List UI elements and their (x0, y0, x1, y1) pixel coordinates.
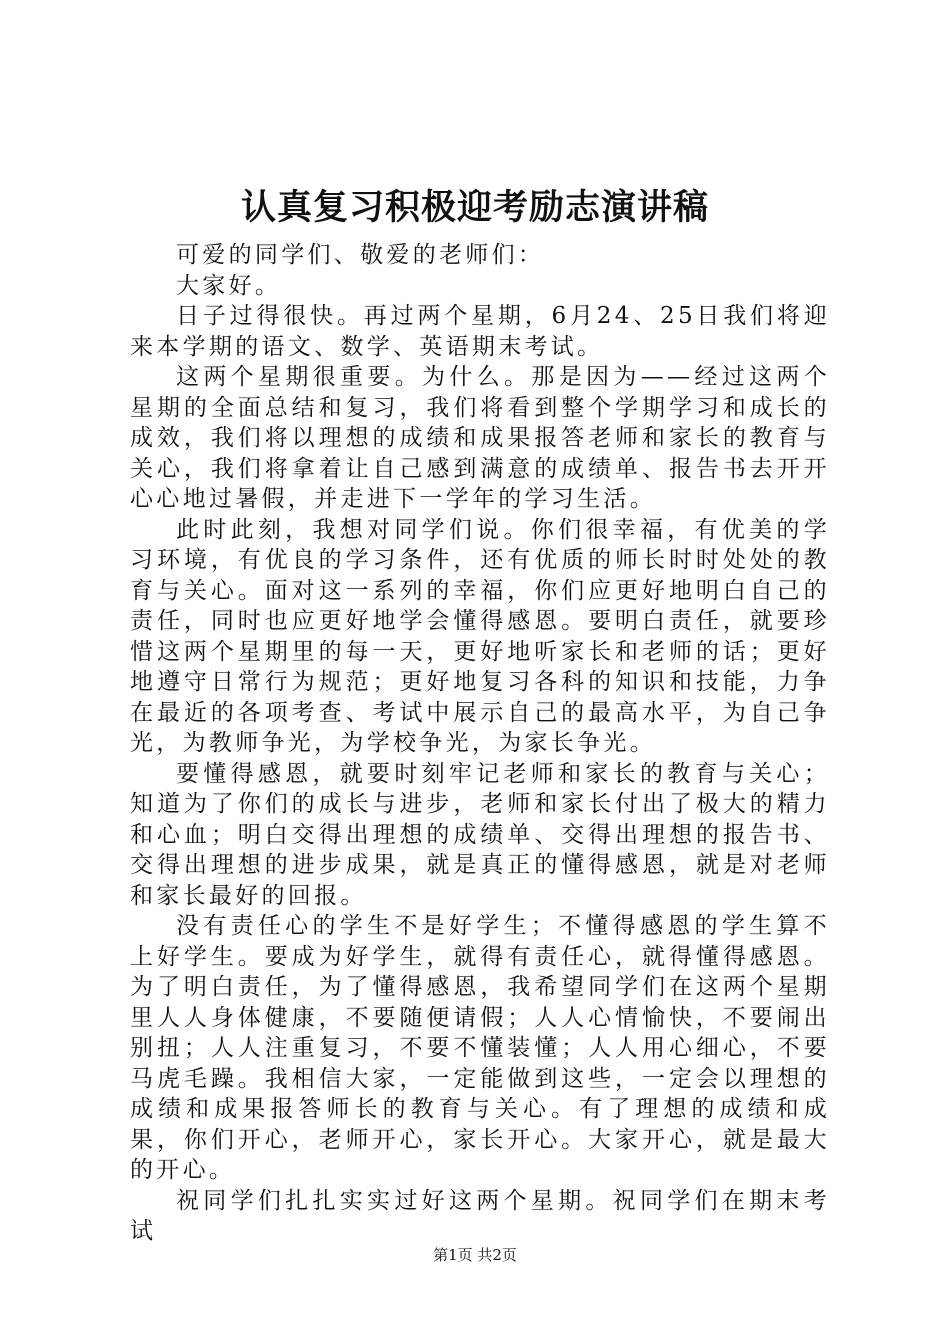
paragraph: 祝同学们扎扎实实过好这两个星期。祝同学们在期末考试 (130, 1187, 830, 1244)
paragraph: 日子过得很快。再过两个星期，6月24、25日我们将迎来本学期的语文、数学、英语期末考试。 (130, 303, 830, 360)
paragraph: 这两个星期很重要。为什么。那是因为——经过这两个星期的全面总结和复习，我们将看到整个学期学习和成长的成效，我们将以理想的成绩和成果报答老师和家长的教育与关心，我们将拿着让自己感到满意的成绩单、报告书去开开心心地过暑假，并走进下一学年的学习生活。 (130, 364, 830, 512)
page-number-footer: 第1页 共2页 (433, 1246, 517, 1264)
greeting: 大家好。 (176, 272, 282, 299)
salutation: 可爱的同学们、敬爱的老师们： (176, 242, 545, 268)
document-body (130, 240, 830, 1247)
paragraph: 此时此刻，我想对同学们说。你们很幸福，有优美的学习环境，有优良的学习条件，还有优质的师长时时处处的教育与关心。面对这一系列的幸福，你们应更好地明白自己的责任，同时也应更好地学会懂得感恩。要明白责任，就要珍惜这两个星期里的每一天，更好地听家长和老师的话；更好地遵守日常行为规范；更好地复习各科的知识和技能，力争在最近的各项考查、考试中展示自己的最高水平，为自己争光，为教师争光，为学校争光，为家长争光。 (130, 516, 830, 756)
document-title: 认真复习积极迎考励志演讲稿 (240, 187, 709, 228)
paragraph: 没有责任心的学生不是好学生；不懂得感恩的学生算不上好学生。要成为好学生，就得有责任心，就得懂得感恩。为了明白责任，为了懂得感恩，我希望同学们在这两个星期里人人身体健康，不要随便请假；人人心情愉快，不要闹出别扭；人人注重复习，不要不懂装懂；人人用心细心，不要马虎毛躁。我相信大家，一定能做到这些，一定会以理想的成绩和成果报答师长的教育与关心。有了理想的成绩和成果，你们开心，老师开心，家长开心。大家开心，就是最大的开心。 (130, 913, 830, 1183)
paragraph: 要懂得感恩，就要时刻牢记老师和家长的教育与关心；知道为了你们的成长与进步，老师和家长付出了极大的精力和心血；明白交得出理想的成绩单、交得出理想的报告书、交得出理想的进步成果，就是真正的懂得感恩，就是对老师和家长最好的回报。 (130, 760, 830, 909)
